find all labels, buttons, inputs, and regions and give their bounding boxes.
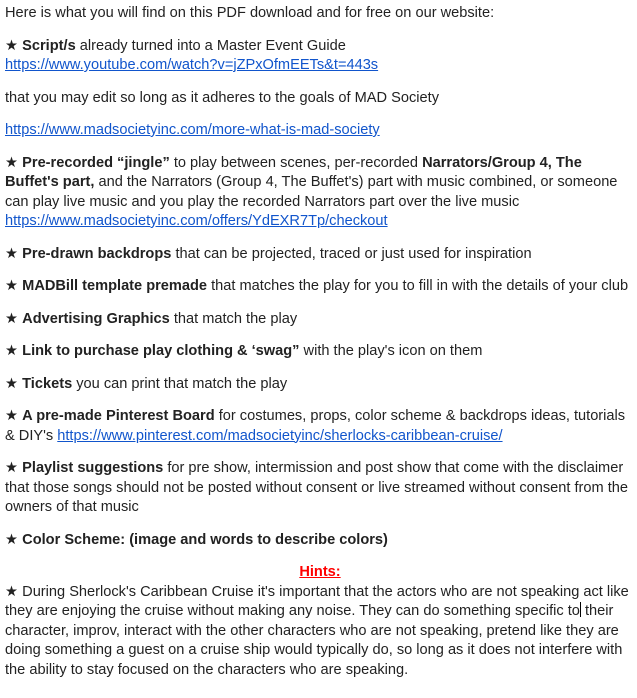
tickets-item bbox=[5, 375, 635, 395]
pinterest-text: for costumes, props, color scheme & backdrops ideas, tutorials & DIY's bbox=[5, 408, 626, 444]
madbill-item bbox=[5, 277, 635, 297]
script-item-text: already turned into a Master Event Guide bbox=[75, 37, 346, 54]
clothing-title: Link to purchase play clothing & ‘swag” bbox=[22, 343, 300, 359]
hints-text-b: their character, improv, interact with the other characters who are not speaking, pretend like they are doing something a guest on a cruise ship would typically do, so long as it does not interfere with the ability to stay focused on the characters who are speaking. bbox=[5, 603, 623, 678]
advertising-title: Advertising Graphics bbox=[22, 310, 170, 327]
madbill-title: MADBill template premade bbox=[22, 278, 208, 294]
clothing-item bbox=[5, 342, 635, 362]
narrators-text: and the Narrators (Group 4, The Buffet's) part with music combined, or someone can play live music and you play the recorded Narrators part over the live music bbox=[5, 174, 618, 210]
star-icon: ★ bbox=[5, 245, 19, 262]
checkout-link[interactable]: https://www.madsocietyinc.com/offers/YdEXR7Tp/checkout bbox=[5, 213, 388, 229]
hints-text-a: During Sherlock's Caribbean Cruise it's important that the actors who are not speaking act like they are enjoying the cruise without making any noise. They can do something specific to bbox=[5, 583, 629, 619]
playlist-text: for pre show, intermission and post show that come with the disclaimer that those songs should not be posted without consent or live streamed without consent from the owners of that music bbox=[5, 460, 629, 515]
advertising-text: that match the play bbox=[169, 310, 298, 327]
backdrops-title: Pre-drawn backdrops bbox=[22, 245, 172, 262]
backdrops-text: that can be projected, traced or just used for inspiration bbox=[171, 245, 532, 262]
star-icon: ★ bbox=[5, 37, 19, 54]
clothing-text: with the play's icon on them bbox=[299, 343, 483, 359]
jingle-item bbox=[5, 154, 635, 232]
tickets-title: Tickets bbox=[22, 375, 73, 392]
jingle-item-title: Pre-recorded “jingle” bbox=[22, 154, 170, 171]
star-icon: ★ bbox=[5, 278, 19, 294]
hints-heading: Hints: bbox=[299, 564, 341, 580]
star-icon: ★ bbox=[5, 154, 19, 171]
narrators-title: Narrators/Group 4, The Buffet's part, bbox=[5, 154, 582, 190]
mad-society-item bbox=[5, 121, 635, 141]
pinterest-title: A pre-made Pinterest Board bbox=[22, 408, 215, 424]
star-icon: ★ bbox=[5, 408, 19, 424]
color-scheme-item bbox=[5, 531, 635, 551]
star-icon: ★ bbox=[5, 310, 19, 327]
youtube-link[interactable]: https://www.youtube.com/watch?v=jZPxOfmEETs&t=443s bbox=[5, 57, 379, 73]
hints-paragraph bbox=[5, 583, 635, 681]
pinterest-link[interactable]: https://www.pinterest.com/madsocietyinc/sherlocks-caribbean-cruise/ bbox=[57, 427, 503, 444]
star-icon: ★ bbox=[5, 460, 19, 476]
playlist-item bbox=[5, 459, 635, 518]
script-item-title: Script/s bbox=[22, 37, 76, 54]
tickets-text: you can print that match the play bbox=[72, 375, 288, 392]
jingle-item-text: to play between scenes, per-recorded bbox=[169, 154, 423, 171]
playlist-title: Playlist suggestions bbox=[22, 460, 164, 476]
madbill-text: that matches the play for you to fill in with the details of your club bbox=[207, 278, 629, 294]
star-icon: ★ bbox=[5, 375, 19, 392]
star-icon: ★ bbox=[5, 583, 19, 600]
intro-text: Here is what you will find on this PDF download and for free on our website: bbox=[5, 5, 495, 21]
pinterest-item bbox=[5, 407, 635, 446]
backdrops-item bbox=[5, 245, 635, 265]
advertising-item bbox=[5, 310, 635, 330]
star-icon: ★ bbox=[5, 531, 19, 548]
document-body bbox=[5, 4, 635, 680]
script-note: that you may edit so long as it adheres to the goals of MAD Society bbox=[5, 89, 439, 106]
text-cursor bbox=[580, 602, 581, 617]
star-icon: ★ bbox=[5, 343, 19, 359]
script-item bbox=[5, 37, 635, 76]
mad-society-link[interactable]: https://www.madsocietyinc.com/more-what-is-mad-society bbox=[5, 122, 380, 138]
color-scheme-title: Color Scheme: (image and words to describe colors) bbox=[22, 531, 388, 548]
